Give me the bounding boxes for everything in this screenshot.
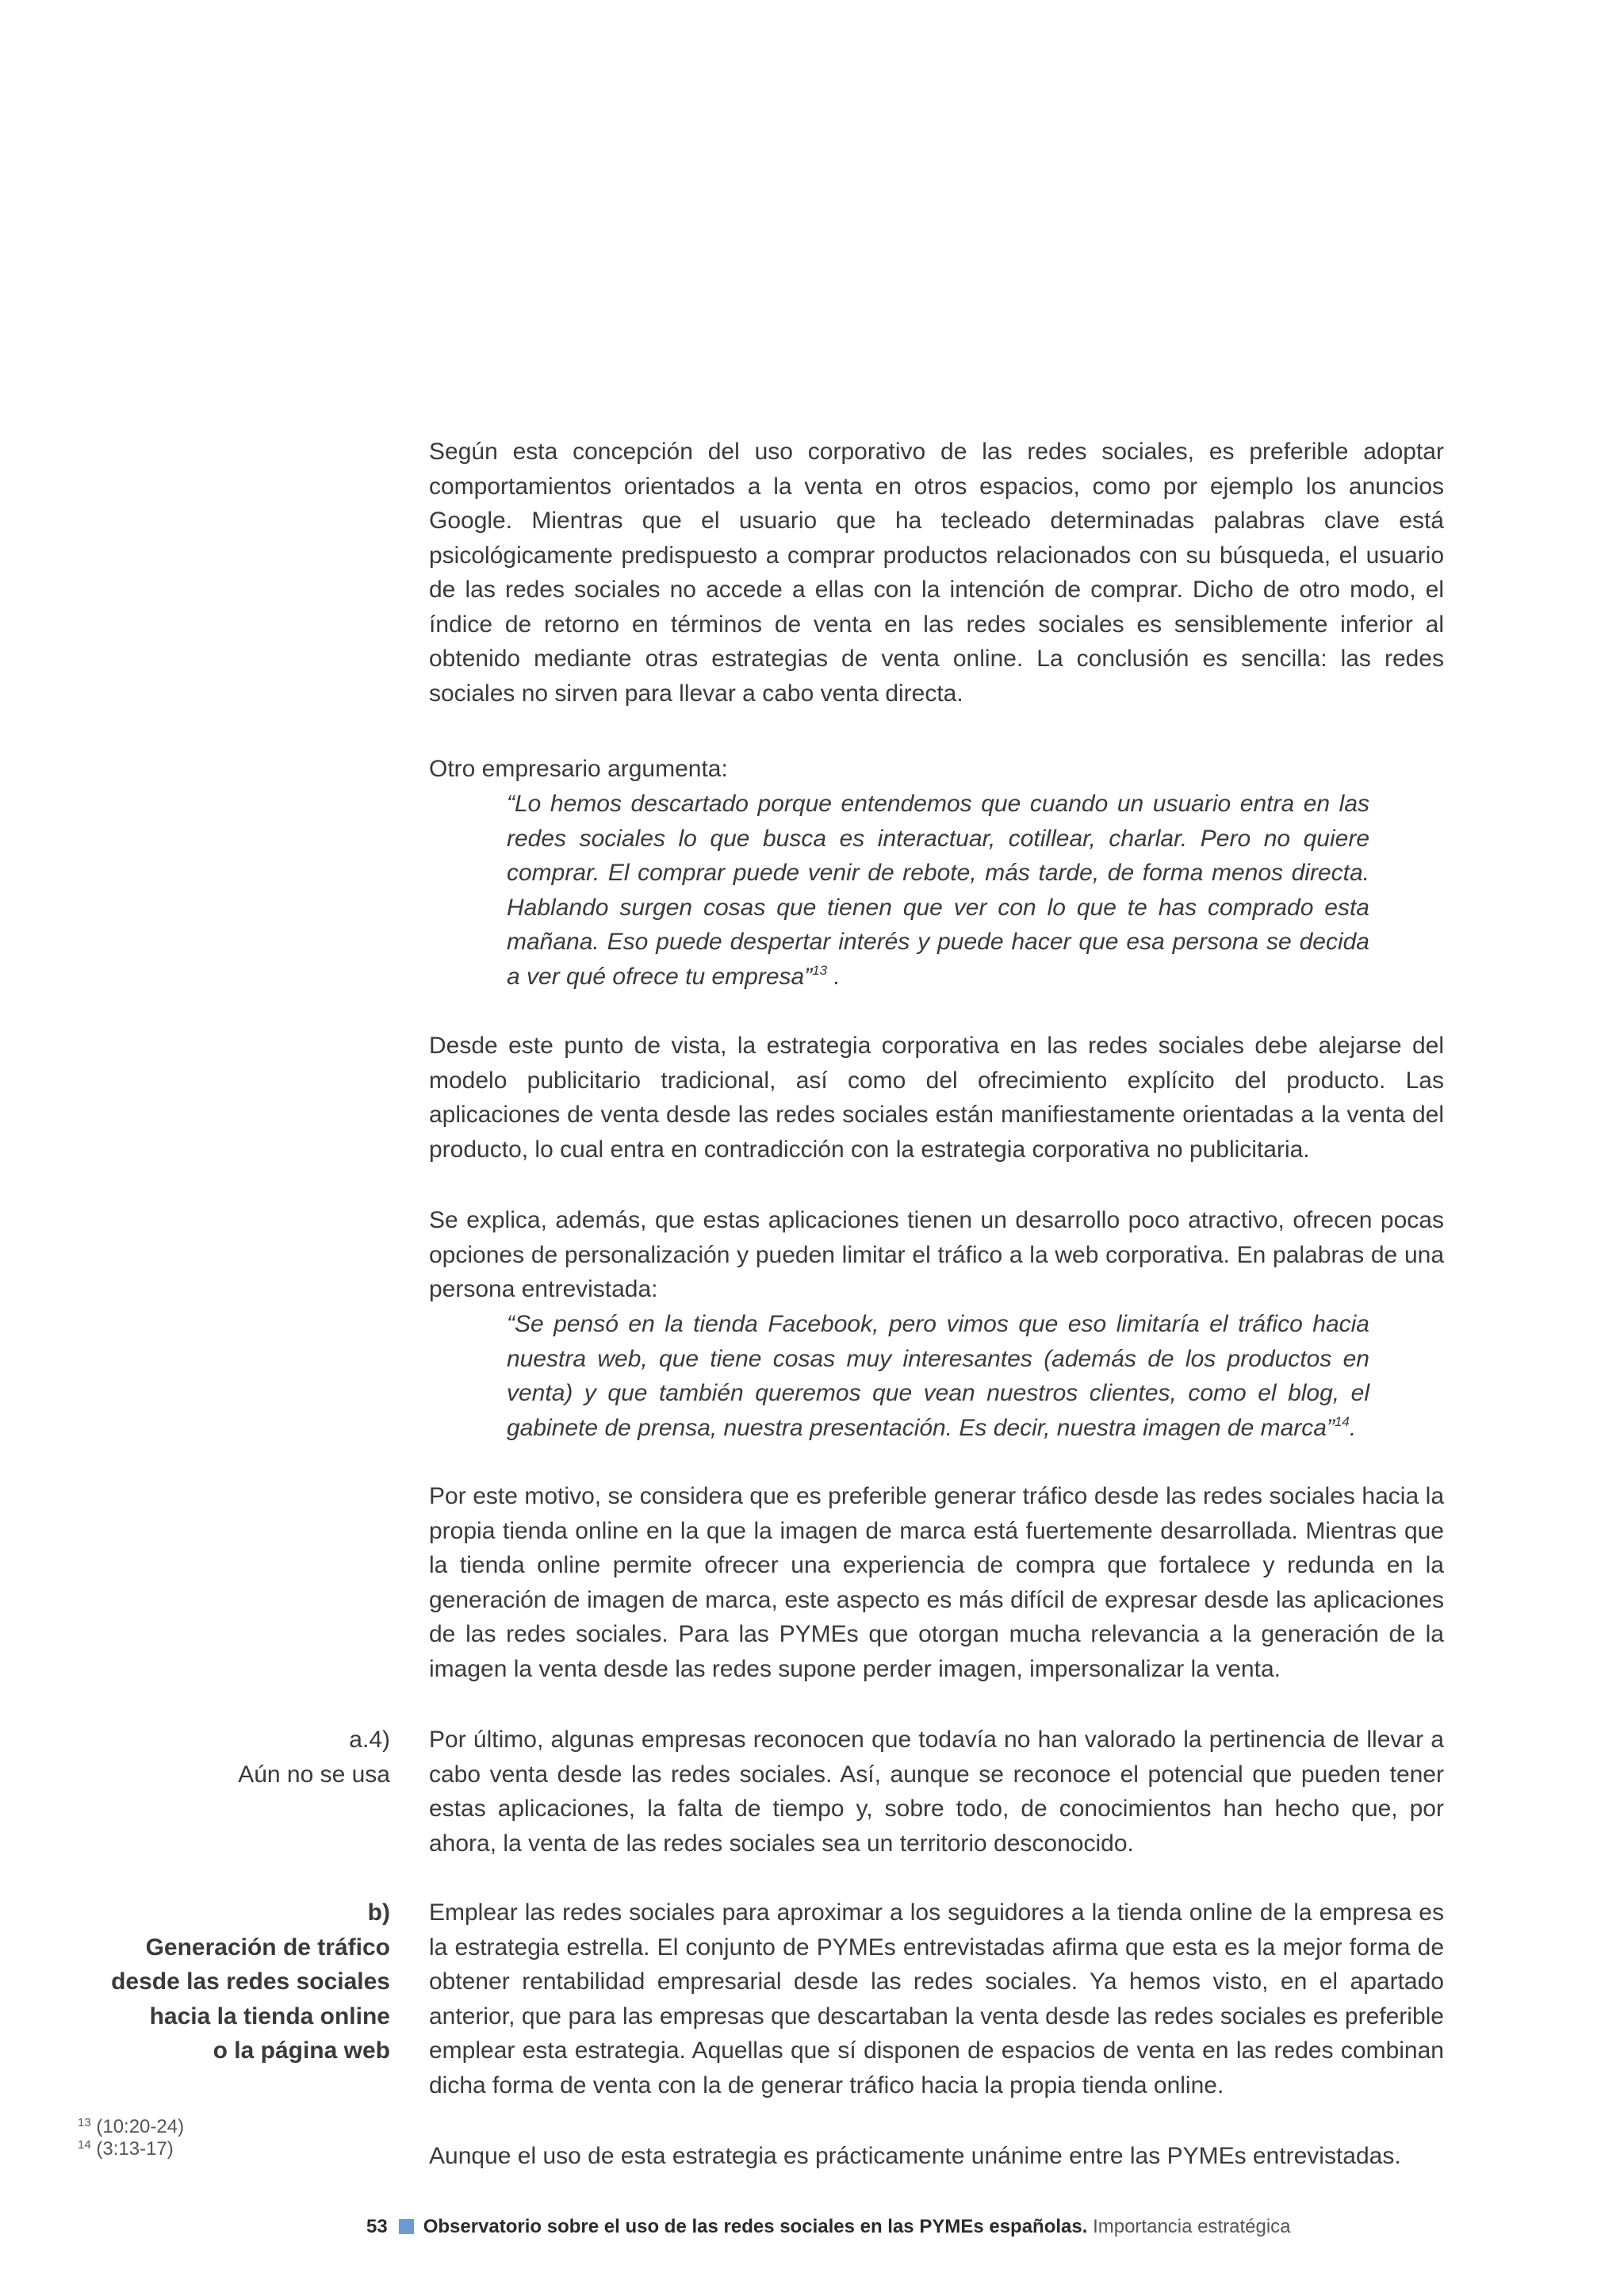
paragraph-6 [429,1723,1444,1861]
paragraph-text: Se explica, además, que estas aplicaciones tienen un desarrollo poco atractivo, ofrecen pocas opciones de personalización y pueden limitar el tráfico a la web corporativa. En palabras de una persona entrevistada: [429,1207,1444,1302]
footnotes [78,2116,184,2160]
section-title-line-1: Generación de tráfico [145,1934,390,1961]
section-heading-b [41,1895,390,2068]
section-title: Aún no se usa [238,1761,390,1788]
page-footer [366,2215,1291,2239]
quote-2 [507,1307,1369,1445]
quote-text [507,787,1369,994]
footer-title: Observatorio sobre el uso de las redes sociales en las PYMEs españolas. [423,2216,1088,2237]
section-title-line-4: o la página web [213,2037,390,2064]
footnote-ref-14: 14 [1334,1413,1350,1429]
square-bullet-icon [399,2219,414,2234]
paragraph-4 [429,1203,1444,1307]
section-title-line-3: hacia la tienda online [149,2003,390,2030]
quote-body: “Lo hemos descartado porque entendemos que cuando un usuario entra en las redes sociales lo que busca es interactuar, cotillear, charlar. Pero no quiere comprar. El comprar puede venir de rebote, más tarde, de forma menos directa. Hablando surgen cosas que tienen que ver con lo que te has comprado esta mañana. Eso puede despertar interés y puede hacer que esa persona se decida a ver qué ofrece tu empresa” [507,791,1369,990]
paragraph-3 [429,1029,1444,1167]
paragraph-8 [429,2139,1444,2174]
section-title-line-2: desde las redes sociales [111,1968,390,1995]
paragraph-text: Emplear las redes sociales para aproximar a los seguidores a la tienda online de la empresa es la estrategia estrella. El conjunto de PYMEs entrevistadas afirma que esta es la mejor forma de obtener rentabilidad empresarial desde las redes sociales. Ya hemos visto, en el apartado anterior, que para las empresas que descartaban la venta desde las redes sociales es preferible emplear esta estrategia. Aquellas que sí disponen de espacios de venta en las redes combinan dicha forma de venta con la de generar tráfico hacia la propia tienda online. [429,1899,1444,2099]
quote-body: “Se pensó en la tienda Facebook, pero vimos que eso limitaría el tráfico hacia nuestra web, que tiene cosas muy interesantes (además de los productos en venta) y que también queremos que vean nuestros clientes, como el blog, el gabinete de prensa, nuestra presentación. Es decir, nuestra imagen de marca” [507,1311,1369,1441]
quote-end: . [827,963,841,990]
paragraph-1 [429,435,1444,711]
paragraph-text: Aunque el uso de esta estrategia es prácticamente unánime entre las PYMEs entrevistadas. [429,2143,1401,2169]
quote-end: . [1349,1414,1357,1441]
section-number: b) [367,1899,390,1926]
footnote-ref-13: 13 [812,962,828,978]
quote-1 [507,787,1369,994]
page-number: 53 [366,2216,388,2237]
quote-text [507,1307,1369,1445]
paragraph-7 [429,1895,1444,2102]
footnote-14: $^{14}$ (3:13-17) [78,2138,174,2160]
footnote-13: $^{13}$ (10:20-24) [78,2116,185,2137]
paragraph-text: Según esta concepción del uso corporativo de las redes sociales, es preferible adoptar comportamientos orientados a la venta en otros espacios, como por ejemplo los anuncios Google. Mientras que el usuario que ha tecleado determinadas palabras clave está psicológicamente predispuesto a comprar productos relacionados con su búsqueda, el usuario de las redes sociales no accede a ellas con la intención de comprar. Dicho de otro modo, el índice de retorno en términos de venta en las redes sociales es sensiblemente inferior al obtenido mediante otras estrategias de venta online. La conclusión es sencilla: las redes sociales no sirven para llevar a cabo venta directa. [429,439,1444,707]
paragraph-text: Desde este punto de vista, la estrategia corporativa en las redes sociales debe alejarse del modelo publicitario tradicional, así como del ofrecimiento explícito del producto. Las aplicaciones de venta desde las redes sociales están manifiestamente orientadas a la venta del producto, lo cual entra en contradicción con la estrategia corporativa no publicitaria. [429,1033,1444,1163]
paragraph-5 [429,1479,1444,1686]
paragraph-text: Por este motivo, se considera que es preferible generar tráfico desde las redes sociales hacia la propia tienda online en la que la imagen de marca está fuertemente desarrollada. Mientras que la tienda online permite ofrecer una experiencia de compra que fortalece y redunda en la generación de imagen de marca, este aspecto es más difícil de expresar desde las aplicaciones de las redes sociales. Para las PYMEs que otorgan mucha relevancia a la generación de la imagen la venta desde las redes supone perder imagen, impersonalizar la venta. [429,1483,1444,1682]
paragraph-text: Por último, algunas empresas reconocen que todavía no han valorado la pertinencia de llevar a cabo venta desde las redes sociales. Así, aunque se reconoce el potencial que pueden tener estas aplicaciones, la falta de tiempo y, sobre todo, de conocimientos han hecho que, por ahora, la venta de las redes sociales sea un territorio desconocido. [429,1727,1444,1857]
paragraph-2-intro [429,752,1444,787]
footer-subtitle: Importancia estratégica [1087,2216,1291,2237]
section-number: a.4) [349,1727,390,1753]
section-heading-a4 [41,1723,390,1792]
paragraph-text: Otro empresario argumenta: [429,756,728,782]
